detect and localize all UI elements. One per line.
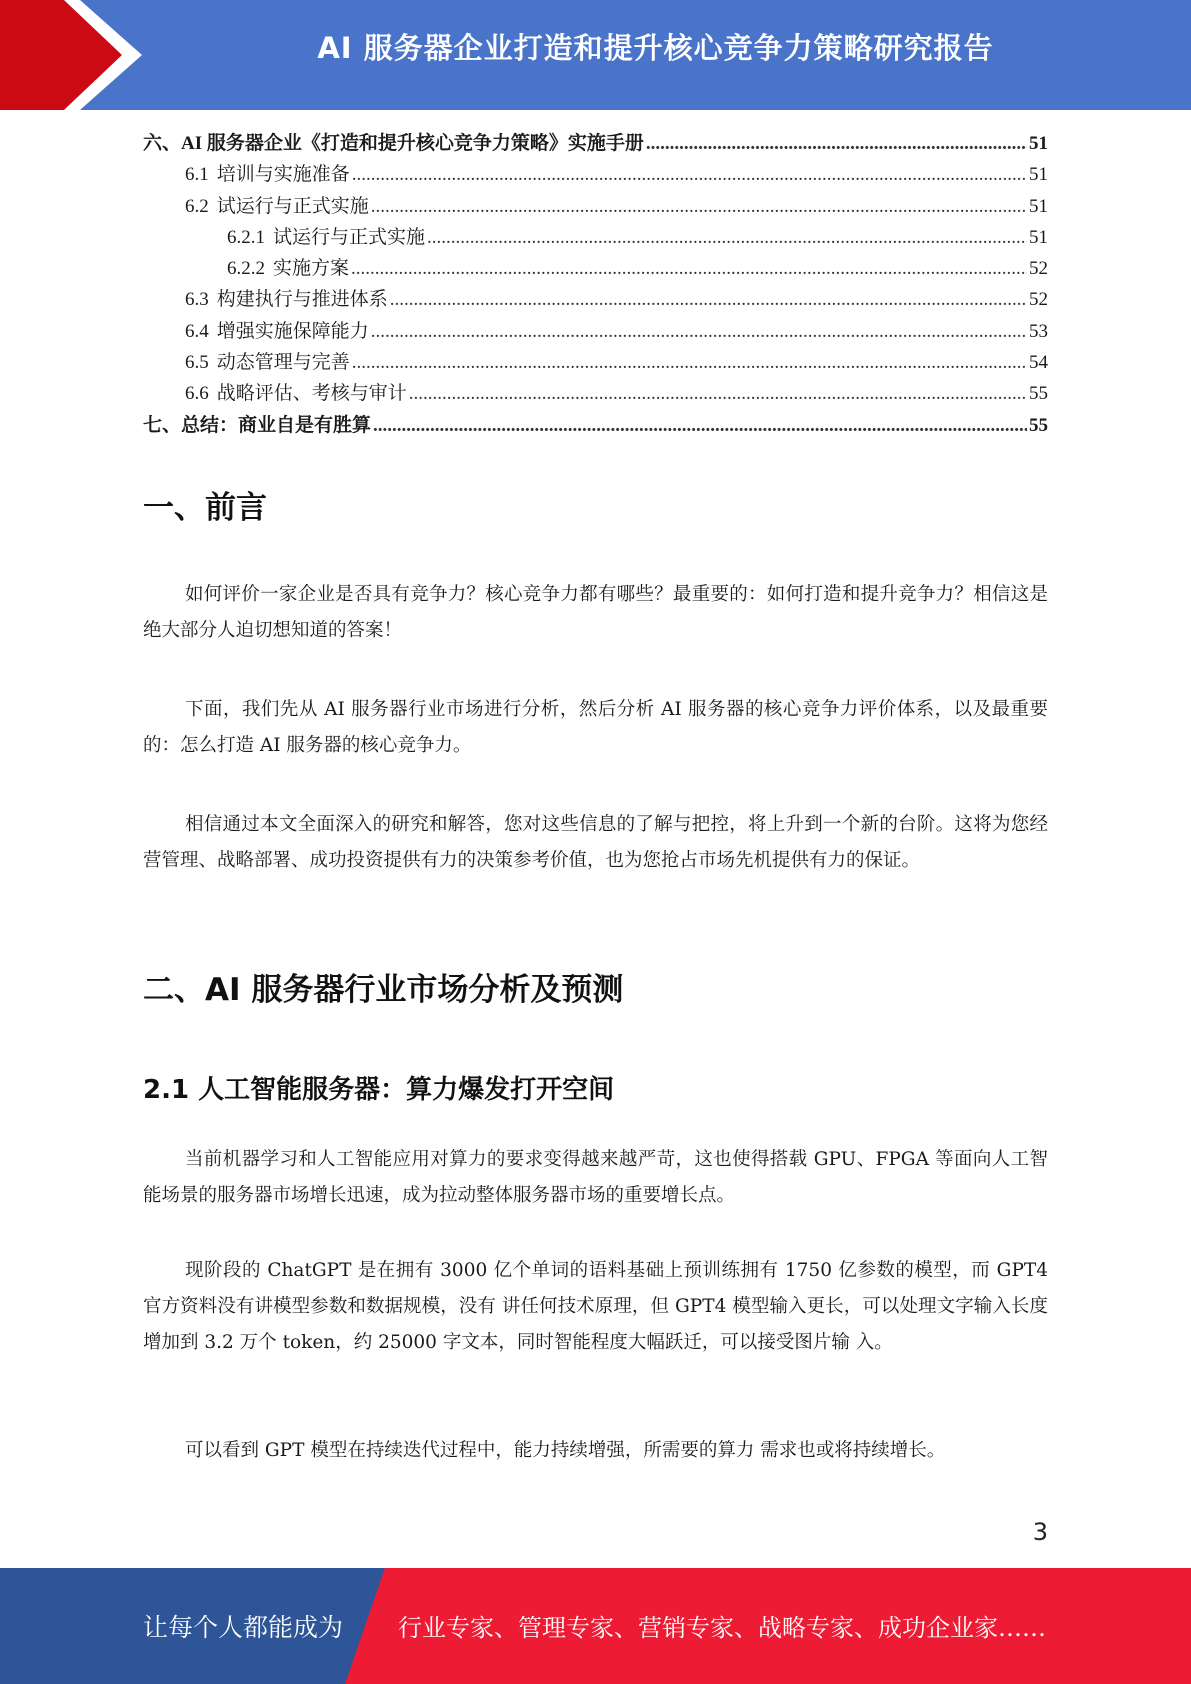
toc-entry[interactable] [143,222,1048,253]
toc-page-number: 55 [1029,414,1048,436]
toc-leader-dots [351,253,1027,284]
header-banner [0,0,1191,110]
toc-entry-title: 6.5 动态管理与完善 [185,352,350,374]
toc-leader-dots [371,316,1027,347]
toc-entry-title: 七、总结：商业自是有胜算 [143,414,372,436]
toc-entry[interactable] [143,128,1048,159]
toc-page-number: 52 [1029,289,1048,311]
toc-page-number: 54 [1029,352,1048,374]
toc-leader-dots [373,410,1027,441]
toc-entry[interactable] [143,347,1048,378]
subsection-heading-2-1: 2.1 人工智能服务器：算力爆发打开空间 [143,1075,615,1105]
toc-page-number: 55 [1029,383,1048,405]
toc-page-number: 51 [1029,164,1048,186]
preface-paragraph-2: 下面，我们先从 AI 服务器行业市场进行分析，然后分析 AI 服务器的核心竞争力评价体系，以及最重要的：怎么打造 AI 服务器的核心竞争力。 [143,699,1048,756]
report-title: AI 服务器企业打造和提升核心竞争力策略研究报告 [317,31,994,65]
toc-entry-title: 6.2.1 试运行与正式实施 [227,226,426,248]
preface-paragraph-3: 相信通过本文全面深入的研究和解答，您对这些信息的了解与把控，将上升到一个新的台阶。这将为您经营管理、战略部署、成功投资提供有力的决策参考价值，也为您抢占市场先机提供有力的保证。 [143,814,1048,871]
toc-entry-title: 6.3 构建执行与推进体系 [185,289,388,311]
toc-page-number: 51 [1029,226,1048,248]
toc-entry-title: 6.2 试运行与正式实施 [185,195,369,217]
footer-banner [0,1568,1191,1684]
toc-page-number: 52 [1029,258,1048,280]
toc-page-number: 51 [1029,133,1048,154]
toc-leader-dots [352,347,1027,378]
section-2-1-paragraph-2: 现阶段的 ChatGPT 是在拥有 3000 亿个单词的语料基础上预训练拥有 1750 亿参数的模型，而 GPT4 官方资料没有讲模型参数和数据规模，没有 讲任何技术原理，但 GPT4 模型输入更长，可以处理文字输入长度增加到 3.2 万个 token，约 25000 字文本，同时智能程度大幅跃迁，可以接受图片输 入。 [143,1260,1048,1353]
toc-entry-title: 6.1 培训与实施准备 [185,164,350,186]
toc-entry[interactable] [143,410,1048,441]
footer-slogan-right: 行业专家、管理专家、营销专家、战略专家、成功企业家…… [398,1614,1046,1642]
toc-leader-dots [409,378,1027,409]
toc-entry[interactable] [143,191,1048,222]
toc-leader-dots [352,159,1027,190]
section-2-1-paragraph-3: 可以看到 GPT 模型在持续迭代过程中，能力持续增强，所需要的算力 需求也或将持续增长。 [185,1440,946,1461]
toc-entry[interactable] [143,316,1048,347]
toc-entry-title: 6.6 战略评估、考核与审计 [185,383,407,405]
toc-entry[interactable] [143,253,1048,284]
toc-entry[interactable] [143,159,1048,190]
preface-paragraph-1: 如何评价一家企业是否具有竞争力？核心竞争力都有哪些？最重要的：如何打造和提升竞争力？相信这是绝大部分人迫切想知道的答案！ [143,584,1048,641]
toc-entry-title: 6.4 增强实施保障能力 [185,320,369,342]
toc-leader-dots [427,222,1027,253]
table-of-contents [143,128,1048,441]
section-2-1-paragraph-1: 当前机器学习和人工智能应用对算力的要求变得越来越严苛，这也使得搭载 GPU、FPGA 等面向人工智能场景的服务器市场增长迅速，成为拉动整体服务器市场的重要增长点。 [143,1149,1048,1206]
toc-entry[interactable] [143,378,1048,409]
toc-leader-dots [390,284,1027,315]
footer-slogan-left: 让每个人都能成为 [143,1613,344,1642]
toc-leader-dots [371,191,1027,222]
page-number: 3 [1032,1518,1048,1546]
toc-entry-title: 6.2.2 实施方案 [227,258,350,280]
section-heading-preface: 一、前言 [143,490,267,526]
toc-entry-title: 六、AI 服务器企业《打造和提升核心竞争力策略》实施手册 [143,133,644,154]
section-heading-market-analysis: 二、AI 服务器行业市场分析及预测 [143,972,624,1008]
toc-leader-dots [646,128,1027,159]
toc-page-number: 51 [1029,195,1048,217]
toc-page-number: 53 [1029,320,1048,342]
toc-entry[interactable] [143,284,1048,315]
